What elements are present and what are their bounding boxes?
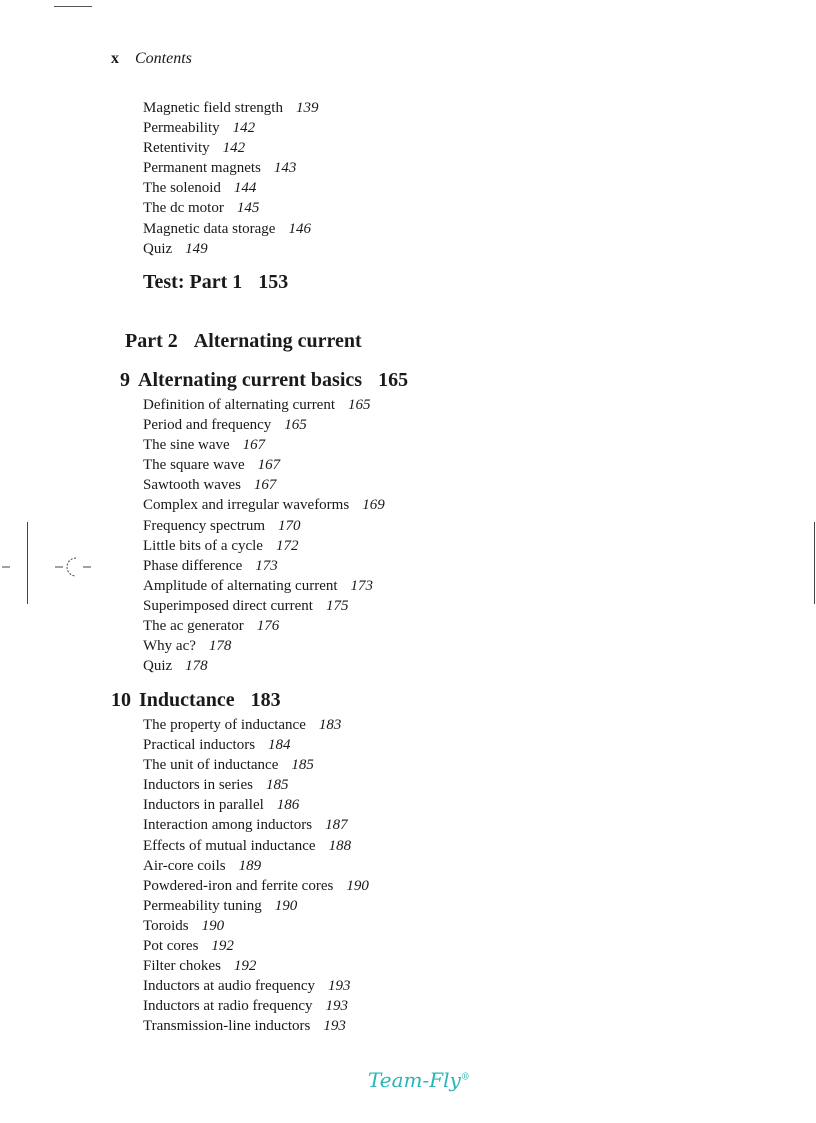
toc-entry-title: Retentivity	[143, 140, 210, 157]
toc-entry-page: 176	[256, 618, 280, 635]
toc-entry-page: 189	[238, 857, 262, 874]
toc-entry-title: Quiz	[143, 658, 173, 675]
toc-entry[interactable]	[143, 936, 369, 956]
toc-entry-title: The unit of inductance	[143, 757, 279, 774]
toc-entry-page: 183	[318, 717, 342, 733]
toc-entry-title: Inductors at audio frequency	[143, 978, 316, 995]
toc-entry-page: 142	[232, 120, 256, 137]
part-2-heading	[125, 330, 362, 353]
toc-entry[interactable]	[143, 876, 369, 896]
toc-entry-page: 144	[233, 180, 257, 197]
toc-entry-title: Pot cores	[143, 938, 199, 955]
toc-entry-page: 193	[323, 1018, 346, 1035]
toc-entry-page: 172	[275, 537, 299, 554]
toc-entry[interactable]	[143, 118, 318, 138]
team-fly-watermark	[368, 1068, 470, 1092]
toc-entry-title: Sawtooth waves	[143, 477, 241, 494]
toc-entry-title: Permeability tuning	[143, 897, 262, 914]
toc-entry-title: Powdered-iron and ferrite cores	[143, 877, 334, 894]
toc-entry[interactable]	[143, 956, 369, 976]
toc-entry[interactable]	[143, 219, 318, 239]
toc-entry[interactable]	[143, 455, 385, 475]
toc-entry-page: 173	[255, 557, 278, 574]
toc-entry[interactable]	[143, 198, 318, 218]
toc-entry[interactable]	[143, 596, 385, 616]
toc-entry-title: The sine wave	[143, 437, 230, 454]
toc-entry-page: 192	[233, 958, 257, 975]
registered-mark: ®	[460, 1072, 470, 1083]
toc-entry-page: 146	[288, 220, 311, 237]
toc-entry-page: 145	[236, 200, 260, 217]
toc-entry[interactable]	[143, 735, 369, 755]
toc-entry-title: Inductors in series	[143, 777, 253, 794]
test-title: Test: Part 1	[143, 271, 243, 293]
part-title: Alternating current	[193, 330, 362, 352]
toc-entry-title: Period and frequency	[143, 417, 272, 434]
toc-entry[interactable]	[143, 495, 385, 515]
toc-entry-page: 178	[208, 638, 232, 655]
toc-entry[interactable]	[143, 556, 385, 576]
test-page: 153	[258, 271, 289, 293]
toc-entry[interactable]	[143, 435, 385, 455]
toc-entry-page: 185	[265, 777, 289, 794]
toc-entry[interactable]	[143, 656, 385, 676]
chapter-9-heading[interactable]	[120, 369, 408, 392]
toc-entry-page: 149	[185, 240, 208, 257]
toc-entry-title: Complex and irregular waveforms	[143, 497, 350, 514]
registration-mark-icon	[0, 555, 100, 579]
page-number: x	[111, 50, 119, 67]
chapter-10-entry-list	[143, 715, 369, 1037]
toc-entry[interactable]	[143, 178, 318, 198]
toc-entry[interactable]	[143, 576, 385, 596]
toc-entry-page: 193	[325, 998, 349, 1015]
toc-entry[interactable]	[143, 516, 385, 536]
toc-entry-title: Magnetic field strength	[143, 100, 283, 116]
toc-entry-page: 173	[350, 577, 374, 594]
toc-entry-page: 175	[325, 597, 349, 614]
toc-entry-page: 192	[211, 938, 234, 955]
toc-entry-page: 185	[291, 757, 314, 774]
toc-entry[interactable]	[143, 536, 385, 556]
toc-entry-title: The square wave	[143, 457, 245, 474]
running-header	[111, 50, 192, 68]
toc-entry[interactable]	[143, 795, 369, 815]
chapter-9-entry-list	[143, 395, 385, 676]
chapter-number: 9	[120, 369, 130, 391]
test-part-1-heading[interactable]	[143, 271, 288, 294]
toc-entry-title: Inductors at radio frequency	[143, 998, 313, 1015]
toc-entry-page: 169	[362, 497, 385, 514]
toc-entry-title: The ac generator	[143, 618, 244, 635]
chapter-title: Alternating current basics	[138, 369, 363, 391]
section-a-entry-list	[143, 98, 318, 259]
toc-entry[interactable]	[143, 896, 369, 916]
toc-entry-page: 165	[348, 397, 371, 413]
toc-entry-page: 165	[284, 417, 307, 434]
toc-entry-title: Definition of alternating current	[143, 397, 336, 413]
toc-entry[interactable]	[143, 775, 369, 795]
toc-entry[interactable]	[143, 755, 369, 775]
toc-entry[interactable]	[143, 616, 385, 636]
toc-entry-title: Practical inductors	[143, 737, 256, 754]
toc-entry-title: Little bits of a cycle	[143, 537, 263, 554]
toc-entry-title: Permeability	[143, 120, 220, 137]
toc-entry-title: Frequency spectrum	[143, 517, 266, 534]
toc-entry[interactable]	[143, 158, 318, 178]
chapter-page: 165	[378, 369, 409, 391]
chapter-title: Inductance	[139, 689, 235, 711]
watermark-text: Team-Fly	[368, 1068, 461, 1092]
toc-entry-title: Why ac?	[143, 638, 196, 655]
toc-entry-title: Superimposed direct current	[143, 597, 313, 614]
toc-entry[interactable]	[143, 475, 385, 495]
toc-entry-title: Magnetic data storage	[143, 220, 276, 237]
toc-entry-title: Permanent magnets	[143, 160, 261, 177]
toc-entry-title: Phase difference	[143, 557, 243, 574]
toc-entry-page: 178	[185, 658, 208, 675]
toc-entry-title: Transmission-line inductors	[143, 1018, 311, 1035]
toc-entry-page: 186	[276, 797, 300, 814]
part-label: Part 2	[125, 330, 178, 352]
toc-entry-page: 190	[201, 917, 225, 934]
chapter-number: 10	[111, 689, 131, 711]
toc-entry-title: The property of inductance	[143, 717, 306, 733]
toc-entry-title: Effects of mutual inductance	[143, 837, 316, 854]
toc-entry[interactable]	[143, 415, 385, 435]
toc-entry-title: Quiz	[143, 240, 173, 257]
toc-entry-page: 143	[273, 160, 297, 177]
toc-entry[interactable]	[143, 239, 318, 259]
toc-entry-title: Filter chokes	[143, 958, 221, 975]
toc-entry-title: The solenoid	[143, 180, 221, 197]
toc-entry[interactable]	[143, 715, 369, 735]
toc-entry-page: 190	[274, 897, 298, 914]
toc-entry-page: 139	[295, 100, 319, 116]
toc-entry[interactable]	[143, 98, 318, 118]
toc-entry-page: 193	[328, 978, 351, 995]
toc-entry[interactable]	[143, 395, 385, 415]
toc-entry-title: The dc motor	[143, 200, 224, 217]
toc-entry-title: Interaction among inductors	[143, 817, 313, 834]
toc-entry-page: 142	[222, 140, 246, 157]
toc-entry[interactable]	[143, 138, 318, 158]
chapter-page: 183	[250, 689, 281, 711]
toc-entry-page: 188	[328, 837, 352, 854]
toc-entry-page: 187	[325, 817, 348, 834]
top-rule	[54, 6, 92, 7]
toc-entry[interactable]	[143, 916, 369, 936]
toc-entry-title: Air-core coils	[143, 857, 226, 874]
toc-entry[interactable]	[143, 976, 369, 996]
toc-entry-page: 167	[257, 457, 281, 474]
toc-entry[interactable]	[143, 1016, 369, 1036]
crop-mark-right	[814, 522, 815, 604]
toc-entry-page: 170	[278, 517, 301, 534]
toc-entry-page: 190	[346, 877, 369, 894]
toc-entry[interactable]	[143, 996, 369, 1016]
toc-entry-title: Inductors in parallel	[143, 797, 264, 814]
chapter-10-heading[interactable]	[111, 689, 281, 712]
toc-entry[interactable]	[143, 836, 369, 856]
toc-entry-page: 167	[253, 477, 277, 494]
toc-entry[interactable]	[143, 856, 369, 876]
toc-entry[interactable]	[143, 636, 385, 656]
toc-entry[interactable]	[143, 815, 369, 835]
toc-entry-page: 167	[242, 437, 266, 454]
toc-entry-title: Amplitude of alternating current	[143, 577, 338, 594]
toc-entry-page: 184	[268, 737, 291, 754]
running-title: Contents	[135, 50, 192, 67]
toc-entry-title: Toroids	[143, 917, 189, 934]
